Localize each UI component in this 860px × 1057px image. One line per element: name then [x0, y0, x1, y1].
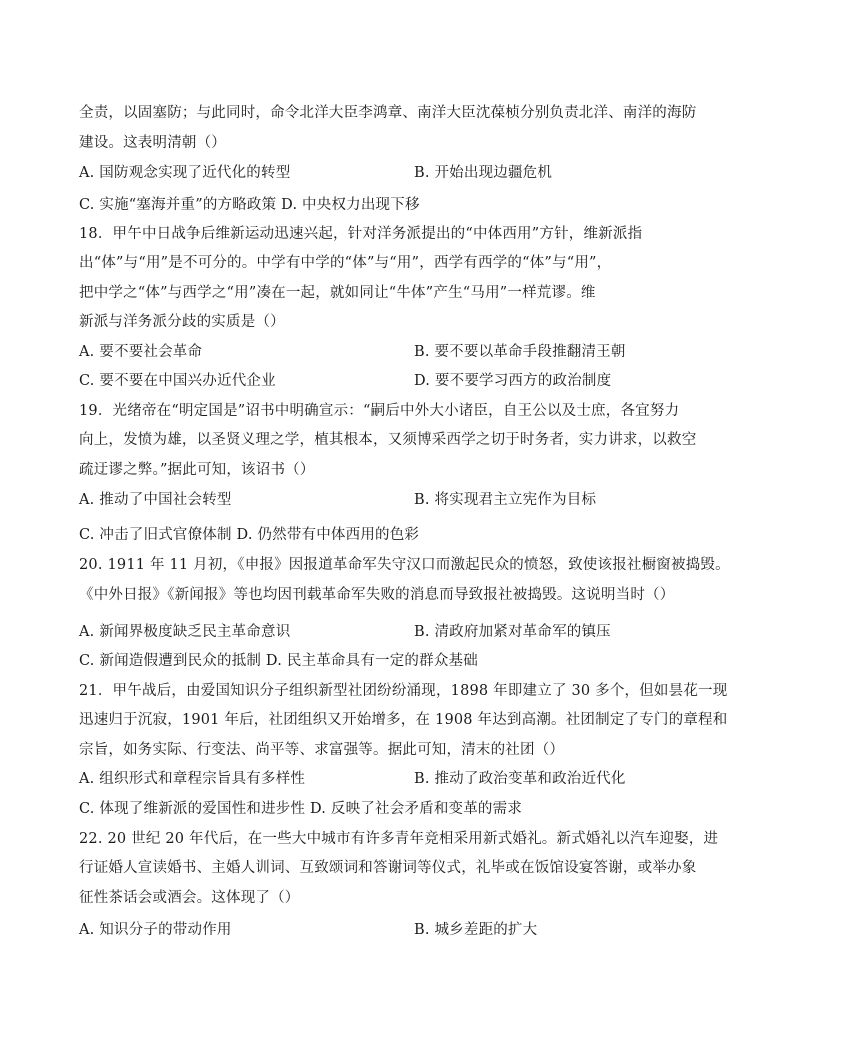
q18-stem-line-1: 18．甲午中日战争后维新运动迅速兴起，针对洋务派提出的“中体西用”方针，维新派指 [79, 226, 643, 242]
q19-option-b: B. 将实现君主立宪作为目标 [414, 492, 597, 508]
q18-stem-line-3: 把中学之“体”与西学之“用”凑在一起，就如同让“牛体”产生“马用”一样荒谬。维 [79, 285, 596, 301]
q19-option-c-d: C. 冲击了旧式官僚体制 D. 仍然带有中体西用的色彩 [79, 527, 420, 543]
q21-stem-line-3: 宗旨，如务实际、行变法、尚平等、求富强等。据此可知，清末的社团（） [79, 742, 565, 758]
q18-option-b: B. 要不要以革命手段推翻清王朝 [414, 344, 626, 360]
q20-option-b: B. 清政府加紧对革命军的镇压 [414, 624, 611, 640]
q21-stem-line-2: 迅速归于沉寂，1901 年后，社团组织又开始增多，在 1908 年达到高潮。社团制定了专门的章程和 [79, 712, 728, 728]
q17-stem-line-2: 建设。这表明清朝（） [79, 135, 226, 151]
q20-option-c-d: C. 新闻造假遭到民众的抵制 D. 民主革命具有一定的群众基础 [79, 653, 478, 669]
q21-option-b: B. 推动了政治变革和政治近代化 [414, 771, 626, 787]
q19-stem-line-1: 19．光绪帝在“明定国是”诏书中明确宣示：“嗣后中外大小诸臣，自王公以及士庶，各宜努力 [79, 403, 680, 419]
q19-stem-line-2: 向上，发愤为雄，以圣贤义理之学，植其根本，又须博采西学之切于时务者，实力讲求，以救空 [79, 432, 697, 448]
q19-stem-line-3: 疏迂谬之弊。”据此可知，该诏书（） [79, 462, 315, 478]
q17-stem-line-1: 全责，以固塞防；与此同时，命令北洋大臣李鸿章、南洋大臣沈葆桢分别负责北洋、南洋的海防 [79, 105, 697, 121]
q22-stem-line-3: 征性茶话会或酒会。这体现了（） [79, 890, 300, 906]
q21-option-c-d: C. 体现了维新派的爱国性和进步性 D. 反映了社会矛盾和变革的需求 [79, 801, 523, 817]
q20-option-a: A. 新闻界极度缺乏民主革命意识 [79, 624, 291, 640]
q22-stem-line-2: 行证婚人宣读婚书、主婚人训词、互致颂词和答谢词等仪式，礼毕或在饭馆设宴答谢，或举办象 [79, 860, 697, 876]
q20-stem-line-1: 20. 1911 年 11 月初，《申报》因报道革命军失守汉口而激起民众的愤怒，致使该报社橱窗被捣毁。 [79, 557, 730, 573]
q22-option-a: A. 知识分子的带动作用 [79, 922, 232, 938]
q17-option-b: B. 开始出现边疆危机 [414, 165, 553, 181]
q21-option-a: A. 组织形式和章程宗旨具有多样性 [79, 771, 306, 787]
q18-option-a: A. 要不要社会革命 [79, 344, 203, 360]
q17-option-a: A. 国防观念实现了近代化的转型 [79, 165, 291, 181]
q22-option-b: B. 城乡差距的扩大 [414, 922, 538, 938]
q18-option-d: D. 要不要学习西方的政治制度 [414, 373, 612, 389]
q21-stem-line-1: 21．甲午战后，由爱国知识分子组织新型社团纷纷涌现，1898 年即建立了 30 多个，但如昙花一现 [79, 683, 728, 699]
q18-stem-line-2: 出“体”与“用”是不可分的。中学有中学的“体”与“用”，西学有西学的“体”与“用”， [79, 255, 612, 271]
q18-stem-line-4: 新派与洋务派分歧的实质是（） [79, 314, 285, 330]
q20-stem-line-2: 《中外日报》《新闻报》等也均因刊载革命军失败的消息而导致报社被捣毁。这说明当时（） [79, 587, 675, 603]
q17-option-c-d: C. 实施“塞海并重”的方略政策 D. 中央权力出现下移 [79, 197, 420, 213]
q18-option-c: C. 要不要在中国兴办近代企业 [79, 373, 276, 389]
q19-option-a: A. 推动了中国社会转型 [79, 492, 232, 508]
q22-stem-line-1: 22. 20 世纪 20 年代后，在一些大中城市有许多青年竞相采用新式婚礼。新式婚礼以汽车迎娶，进 [79, 831, 719, 847]
